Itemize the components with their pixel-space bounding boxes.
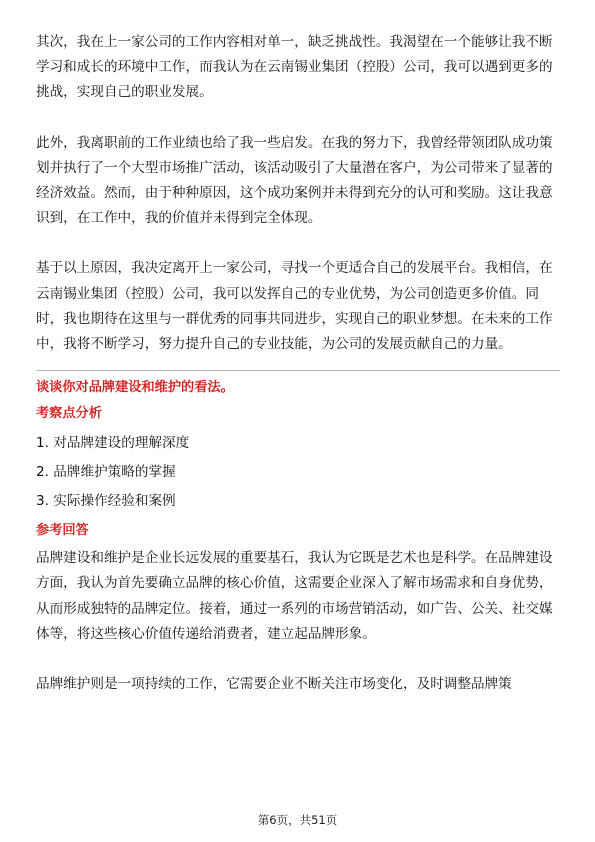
answer-paragraph: 品牌建设和维护是企业长远发展的重要基石，我认为它既是艺术也是科学。在品牌建设方面，我认为首先要确立品牌的核心价值，这需要企业深入了解市场需求和自身优势，从而形成独特的品牌定位。接着，通过一系列的市场营销活动，如广告、公关、社交媒体等，将这些核心价值传递给消费者，建立起品牌形象。 — [36, 550, 553, 642]
page-content — [36, 30, 560, 697]
section-divider — [36, 370, 560, 371]
page-number: 第6页，共51页 — [257, 813, 338, 827]
body-paragraph: 其次，我在上一家公司的工作内容相对单一，缺乏挑战性。我渴望在一个能够让我不断学习和成长的环境中工作，而我认为在云南锡业集团（控股）公司，我可以遇到更多的挑战，实现自己的职业发展。 — [36, 34, 553, 101]
body-paragraph: 基于以上原因，我决定离开上一家公司，寻找一个更适合自己的发展平台。我相信，在云南锡业集团（控股）公司，我可以发挥自己的专业优势，为公司创造更多价值。同时，我也期待在这里与一群优秀的同事共同进步，实现自己的职业梦想。在未来的工作中，我将不断学习，努力提升自己的专业技能，为公司的发展贡献自己的力量。 — [36, 260, 553, 353]
reference-answer-heading: 参考回答 — [36, 523, 89, 539]
interview-question: 谈谈你对品牌建设和维护的看法。 — [36, 380, 234, 396]
analysis-item: 1. 对品牌建设的理解深度 — [36, 435, 190, 452]
body-paragraph: 此外，我离职前的工作业绩也给了我一些启发。在我的努力下，我曾经带领团队成功策划并执行了一个大型市场推广活动，该活动吸引了大量潜在客户，为公司带来了显著的经济效益。然而，由于种种原因，这个成功案例并未得到充分的认可和奖励。这让我意识到，在工作中，我的价值并未得到完全体现。 — [36, 134, 553, 227]
answer-paragraph: 品牌维护则是一项持续的工作，它需要企业不断关注市场变化，及时调整品牌策 — [36, 676, 512, 693]
analysis-heading: 考察点分析 — [36, 406, 102, 422]
analysis-item: 3. 实际操作经验和案例 — [36, 493, 176, 510]
analysis-item: 2. 品牌维护策略的掌握 — [36, 464, 176, 481]
